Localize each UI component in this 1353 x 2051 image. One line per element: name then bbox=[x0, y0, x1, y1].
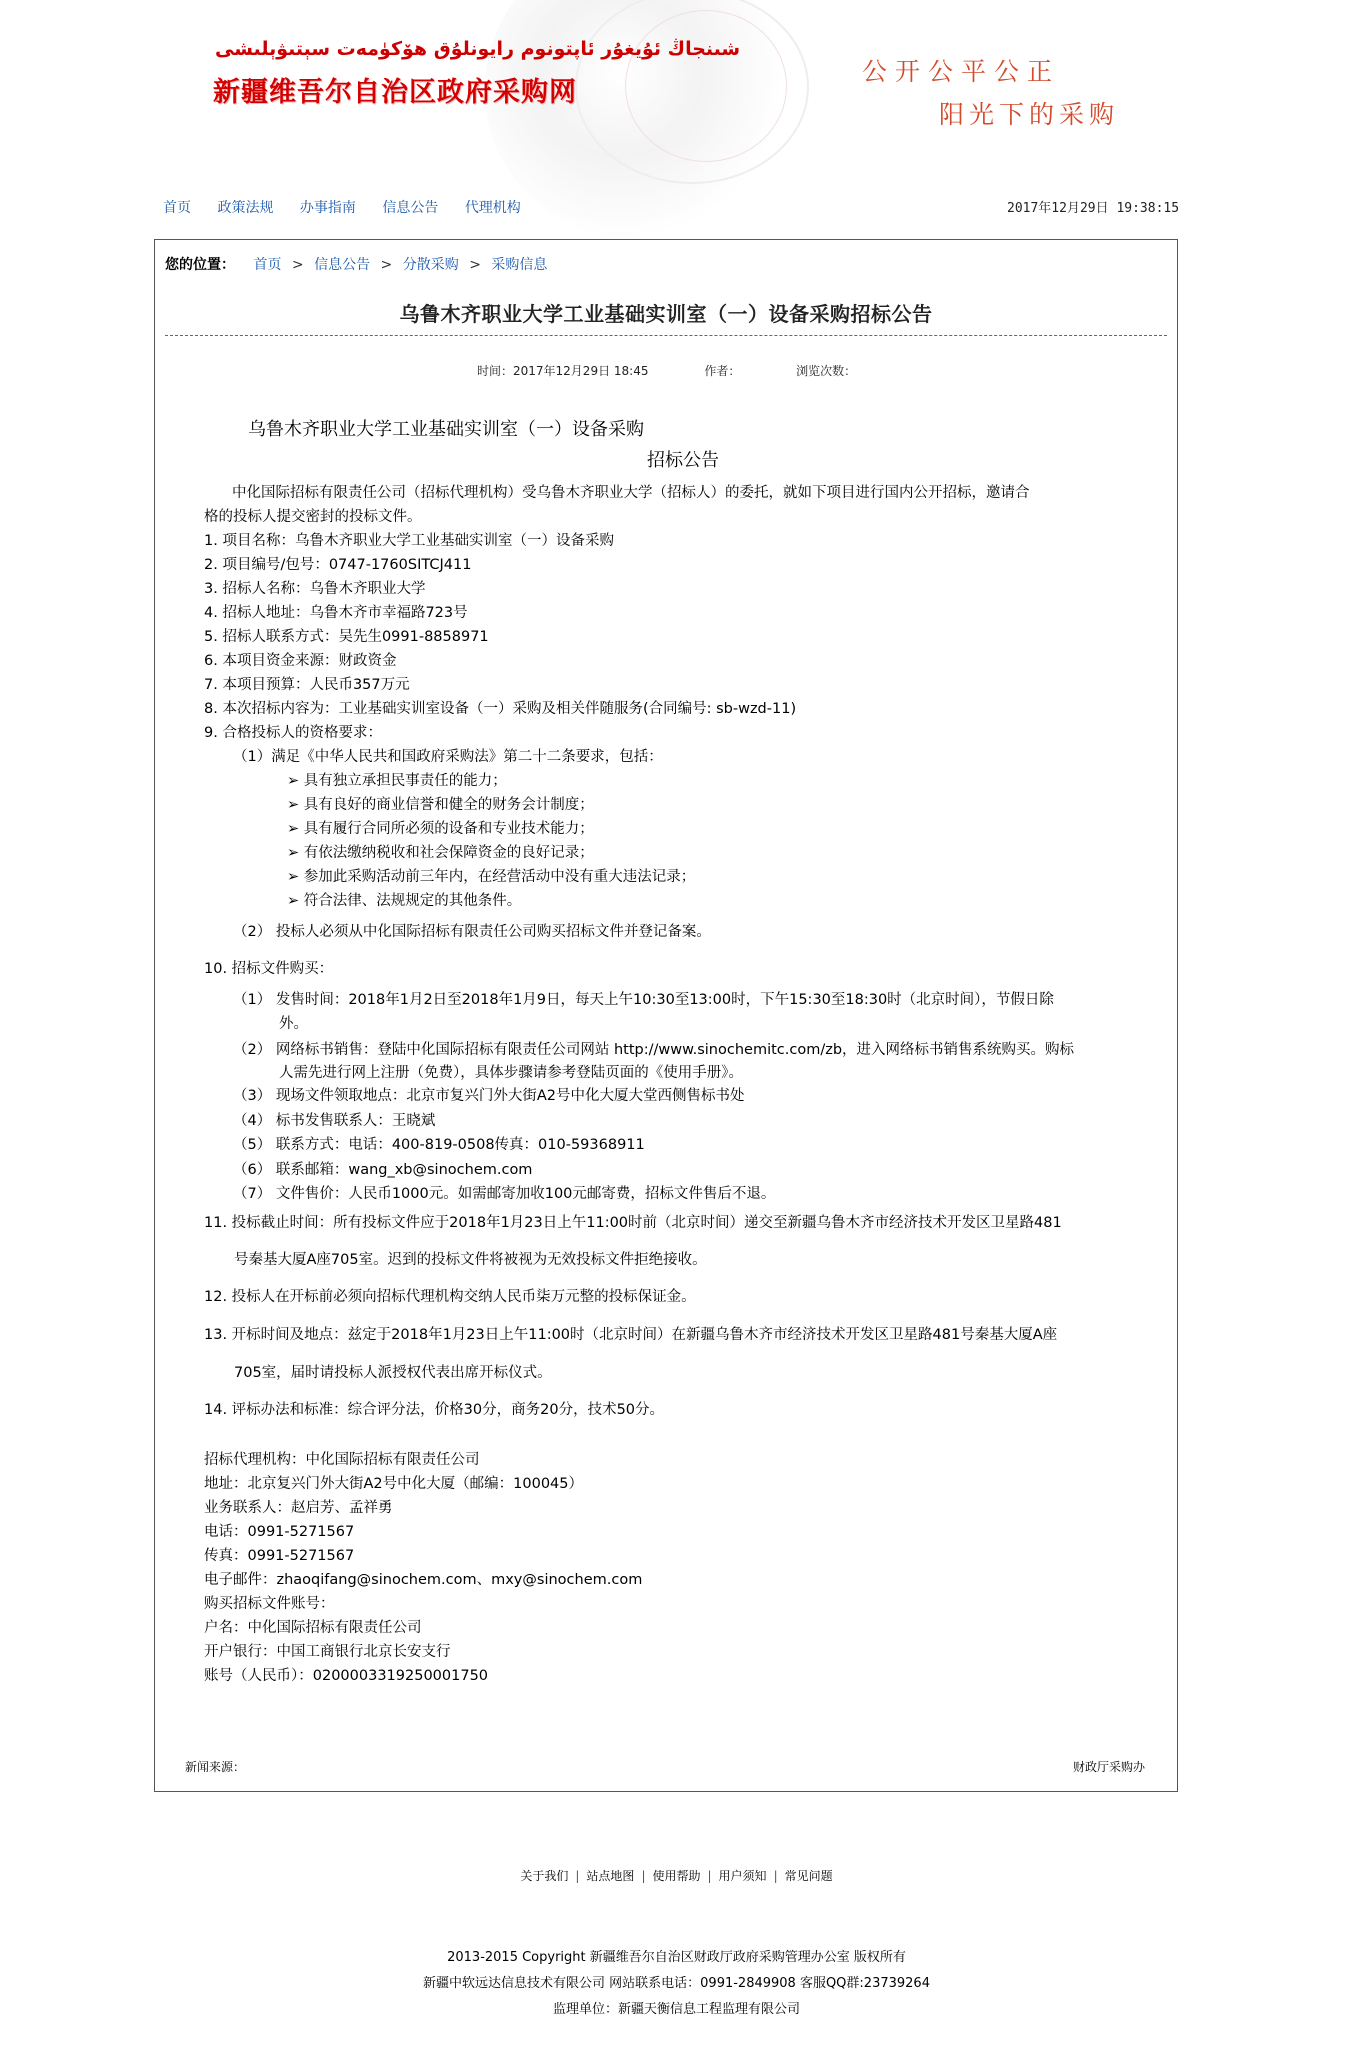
purchase-2: （2） 网络标书销售：登陆中化国际招标有限责任公司网站 http://www.sinochemitc.com/zb，进入网络标书销售系统购买。购标 bbox=[233, 1042, 1075, 1058]
breadcrumb-separator: > bbox=[291, 257, 304, 273]
arrow-bullet-icon: ➢ bbox=[287, 893, 304, 909]
item-6: 6. 本项目资金来源：财政资金 bbox=[204, 653, 397, 669]
breadcrumb bbox=[165, 254, 547, 274]
purchase-1-cont: 外。 bbox=[279, 1016, 308, 1032]
article-meta bbox=[477, 362, 868, 379]
article-title: 乌鲁木齐职业大学工业基础实训室（一）设备采购招标公告 bbox=[399, 302, 933, 326]
footer-divider: | bbox=[575, 1869, 580, 1883]
item-7: 7. 本项目预算：人民币357万元 bbox=[204, 677, 410, 693]
purchase-4: （4） 标书发售联系人：王晓斌 bbox=[233, 1113, 436, 1129]
breadcrumb-label: 您的位置： bbox=[165, 257, 235, 273]
intro-line-1: 中化国际招标有限责任公司（招标代理机构）受乌鲁木齐职业大学（招标人）的委托，就如下项目进行国内公开招标，邀请合 bbox=[232, 485, 1030, 501]
purchase-3: （3） 现场文件领取地点：北京市复兴门外大街A2号中化大厦大堂西侧售标书处 bbox=[233, 1088, 745, 1104]
item-4: 4. 招标人地址：乌鲁木齐市幸福路723号 bbox=[204, 605, 468, 621]
qualification-2: （2） 投标人必须从中化国际招标有限责任公司购买招标文件并登记备案。 bbox=[233, 924, 711, 940]
article-frame bbox=[154, 239, 1178, 1792]
footer-copyright: 2013-2015 Copyright 新疆维吾尔自治区财政厅政府采购管理办公室 版权所有 bbox=[447, 1950, 906, 1965]
footer-link-sitemap[interactable]: 站点地图 bbox=[586, 1869, 635, 1883]
article-time: 时间：2017年12月29日 18:45 bbox=[477, 364, 649, 378]
qualification-sub-text: 有依法缴纳税收和社会保障资金的良好记录； bbox=[303, 845, 594, 861]
breadcrumb-separator: > bbox=[469, 257, 481, 273]
item-11: 11. 投标截止时间：所有投标文件应于2018年1月23日上午11:00时前（北京时间）递交至新疆乌鲁木齐市经济技术开发区卫星路481 bbox=[204, 1215, 1062, 1231]
nav-policies[interactable]: 政策法规 bbox=[217, 200, 274, 216]
item-2: 2. 项目编号/包号：0747-1760SITCJ411 bbox=[204, 557, 472, 573]
footer-divider: | bbox=[773, 1869, 778, 1883]
footer-links bbox=[0, 1867, 1353, 1884]
body-heading-line-2: 招标公告 bbox=[647, 450, 719, 471]
item-5: 5. 招标人联系方式：吴先生0991-8858971 bbox=[204, 629, 489, 645]
title-divider bbox=[165, 335, 1167, 336]
slogan-line-2: 阳光下的采购 bbox=[939, 100, 1120, 129]
article-author: 作者： bbox=[704, 364, 741, 378]
arrow-bullet-icon: ➢ bbox=[287, 773, 304, 789]
item-13: 13. 开标时间及地点：兹定于2018年1月23日上午11:00时（北京时间）在新疆乌鲁木齐市经济技术开发区卫星路481号秦基大厦A座 bbox=[204, 1327, 1058, 1343]
purchase-6: （6） 联系邮箱：wang_xb@sinochem.com bbox=[233, 1162, 533, 1178]
qualification-sub-text: 具有履行合同所必须的设备和专业技术能力； bbox=[303, 821, 594, 837]
item-11-cont: 号秦基大厦A座705室。迟到的投标文件将被视为无效投标文件拒绝接收。 bbox=[234, 1252, 707, 1268]
purchase-2-cont: 人需先进行网上注册（免费），具体步骤请参考登陆页面的《使用手册》。 bbox=[279, 1065, 743, 1081]
item-8: 8. 本次招标内容为：工业基础实训室设备（一）采购及相关伴随服务(合同编号: sb-wzd-11) bbox=[204, 701, 797, 717]
item-10: 10. 招标文件购买： bbox=[204, 961, 334, 977]
qualification-sub bbox=[287, 817, 594, 841]
purchase-5: （5） 联系方式：电话：400-819-0508传真：010-59368911 bbox=[233, 1137, 645, 1153]
purchase-1: （1） 发售时间：2018年1月2日至2018年1月9日，每天上午10:30至13:00时，下午15:30至18:30时（北京时间），节假日除 bbox=[233, 992, 1054, 1008]
qualification-sub-text: 具有独立承担民事责任的能力； bbox=[303, 773, 507, 789]
item-9: 9. 合格投标人的资格要求： bbox=[204, 725, 382, 741]
contact-line: 业务联系人：赵启芳、孟祥勇 bbox=[204, 1500, 393, 1516]
contact-line: 电子邮件：zhaoqifang@sinochem.com、mxy@sinochem.com bbox=[204, 1572, 643, 1588]
main-nav bbox=[163, 197, 543, 217]
contact-line: 招标代理机构：中化国际招标有限责任公司 bbox=[204, 1452, 480, 1468]
banner-decoration-ring-inner bbox=[625, 10, 787, 162]
news-source-label: 新闻来源： bbox=[185, 1760, 246, 1774]
arrow-bullet-icon: ➢ bbox=[287, 821, 304, 837]
arrow-bullet-icon: ➢ bbox=[287, 869, 304, 885]
nav-announcements[interactable]: 信息公告 bbox=[382, 200, 439, 216]
nav-guide[interactable]: 办事指南 bbox=[299, 200, 356, 216]
current-datetime: 2017年12月29日 19:38:15 bbox=[1007, 201, 1180, 216]
footer-link-faq[interactable]: 常见问题 bbox=[784, 1869, 833, 1883]
footer-divider: | bbox=[641, 1869, 646, 1883]
breadcrumb-procurement-info[interactable]: 采购信息 bbox=[491, 257, 548, 273]
slogan-line-1: 公开公平公正 bbox=[862, 57, 1061, 86]
qualification-sub-text: 符合法律、法规规定的其他条件。 bbox=[303, 893, 522, 909]
nav-home[interactable]: 首页 bbox=[163, 200, 191, 216]
breadcrumb-home[interactable]: 首页 bbox=[253, 257, 282, 273]
item-12: 12. 投标人在开标前必须向招标代理机构交纳人民币柒万元整的投标保证金。 bbox=[204, 1289, 696, 1305]
breadcrumb-announcements[interactable]: 信息公告 bbox=[314, 257, 371, 273]
purchase-7: （7） 文件售价：人民币1000元。如需邮寄加收100元邮寄费，招标文件售后不退。 bbox=[233, 1186, 776, 1202]
contact-line: 传真：0991-5271567 bbox=[204, 1548, 355, 1564]
footer-link-user-notice[interactable]: 用户须知 bbox=[718, 1869, 767, 1883]
breadcrumb-decentralized[interactable]: 分散采购 bbox=[402, 257, 459, 273]
footer-link-help[interactable]: 使用帮助 bbox=[652, 1869, 701, 1883]
qualification-sub bbox=[287, 793, 594, 817]
contact-line: 户名：中化国际招标有限责任公司 bbox=[204, 1620, 422, 1636]
body-heading-line-1: 乌鲁木齐职业大学工业基础实训室（一）设备采购 bbox=[248, 419, 644, 440]
site-name-uyghur: شىنجاڭ ئۇيغۇر ئاپتونوم رايونلۇق ھۆكۈمەت سېتىۋېلىشى bbox=[215, 38, 741, 60]
contact-line: 电话：0991-5271567 bbox=[204, 1524, 355, 1540]
qualification-sub bbox=[287, 889, 521, 913]
qualification-1: （1）满足《中华人民共和国政府采购法》第二十二条要求，包括： bbox=[233, 749, 663, 765]
qualification-sub-text: 参加此采购活动前三年内，在经营活动中没有重大违法记录； bbox=[303, 869, 696, 885]
qualification-sub bbox=[287, 865, 695, 889]
item-14: 14. 评标办法和标准：综合评分法，价格30分，商务20分，技术50分。 bbox=[204, 1402, 665, 1418]
item-1: 1. 项目名称：乌鲁木齐职业大学工业基础实训室（一）设备采购 bbox=[204, 533, 614, 549]
site-name[interactable]: 新疆维吾尔自治区政府采购网 bbox=[213, 77, 577, 108]
site-banner bbox=[155, 0, 1195, 180]
arrow-bullet-icon: ➢ bbox=[287, 845, 304, 861]
footer-tech-support: 新疆中软远达信息技术有限公司 网站联系电话：0991-2849908 客服QQ群:23739264 bbox=[423, 1976, 930, 1991]
qualification-sub bbox=[287, 841, 594, 865]
breadcrumb-separator: > bbox=[380, 257, 393, 273]
contact-line: 开户银行：中国工商银行北京长安支行 bbox=[204, 1644, 451, 1660]
arrow-bullet-icon: ➢ bbox=[287, 797, 304, 813]
item-3: 3. 招标人名称：乌鲁木齐职业大学 bbox=[204, 581, 426, 597]
contact-line: 地址：北京复兴门外大街A2号中化大厦（邮编：100045） bbox=[204, 1476, 583, 1492]
article-views: 浏览次数： bbox=[796, 364, 857, 378]
contact-line: 账号（人民币）：0200003319250001750 bbox=[204, 1668, 489, 1684]
qualification-sub-text: 具有良好的商业信誉和健全的财务会计制度； bbox=[303, 797, 594, 813]
intro-line-2: 格的投标人提交密封的投标文件。 bbox=[204, 509, 422, 525]
footer-link-about[interactable]: 关于我们 bbox=[520, 1869, 569, 1883]
footer-supervisor: 监理单位：新疆天衡信息工程监理有限公司 bbox=[552, 2002, 800, 2017]
contact-line: 购买招标文件账号： bbox=[204, 1596, 335, 1612]
qualification-sub bbox=[287, 769, 507, 793]
footer-divider: | bbox=[707, 1869, 712, 1883]
item-13-cont: 705室，届时请投标人派授权代表出席开标仪式。 bbox=[234, 1365, 552, 1381]
news-source-value: 财政厅采购办 bbox=[1072, 1760, 1145, 1774]
nav-agencies[interactable]: 代理机构 bbox=[464, 200, 521, 216]
